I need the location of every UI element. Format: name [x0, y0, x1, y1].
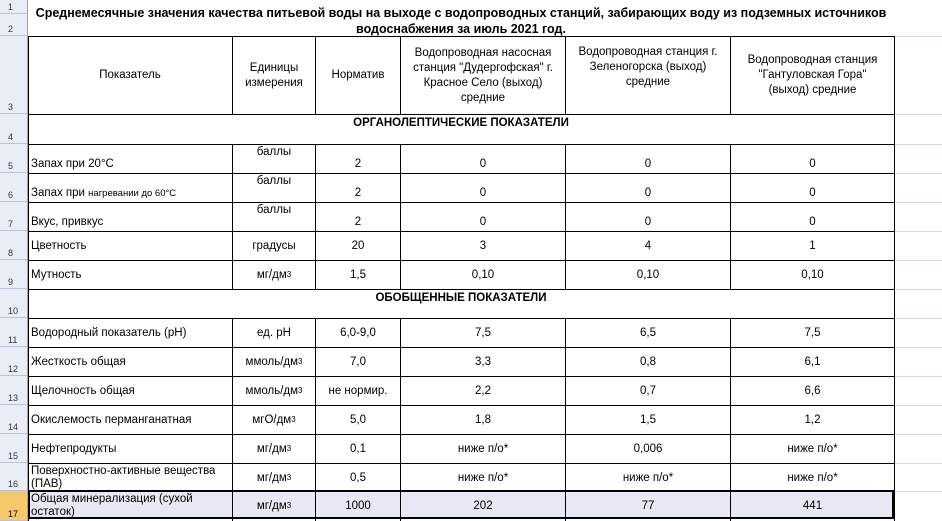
row-number[interactable]: 6	[0, 173, 27, 202]
header-station-3[interactable]: Водопроводная станция "Гантуловская Гора" (выход) средние	[747, 54, 878, 96]
row-value-st1[interactable]: 202	[473, 499, 493, 512]
row-value-st2[interactable]: 6,5	[640, 327, 656, 339]
header-norm[interactable]: Норматив	[331, 69, 385, 81]
unit-text: ммоль/дм	[245, 356, 298, 368]
row-unit[interactable]: градусы	[252, 240, 296, 252]
row-norm[interactable]: 6,0-9,0	[340, 327, 376, 339]
row-norm[interactable]: 2	[354, 158, 362, 170]
unit-text: мгО/дм	[252, 414, 292, 426]
section-organoleptic[interactable]: ОРГАНОЛЕПТИЧЕСКИЕ ПОКАЗАТЕЛИ	[353, 117, 569, 129]
row-value-st1[interactable]: 0	[479, 187, 487, 199]
row-norm[interactable]: 20	[351, 240, 365, 252]
row-value-st3[interactable]: 1,2	[804, 414, 821, 426]
row-value-st2[interactable]: 1,5	[640, 414, 656, 426]
row-value-st1[interactable]: 1,8	[475, 414, 491, 426]
row-value-st2[interactable]: 0,006	[633, 443, 663, 455]
header-units[interactable]: Единицы измерения	[245, 61, 303, 89]
row-number[interactable]: 12	[0, 347, 27, 376]
row-value-st2[interactable]: 4	[644, 240, 652, 252]
row-number[interactable]: 11	[0, 318, 27, 347]
unit-text: мг/дм	[256, 443, 287, 455]
row-value-st2[interactable]: 0	[644, 158, 652, 170]
row-indicator[interactable]: Вкус, привкус	[31, 216, 104, 228]
row-number[interactable]: 10	[0, 289, 27, 318]
row-value-st1[interactable]: ниже п/о*	[457, 471, 509, 484]
unit-text: ммоль/дм	[245, 385, 298, 397]
row-indicator[interactable]: Запах при 20°С	[31, 158, 114, 170]
row-value-st2[interactable]: 77	[641, 499, 655, 512]
header-station-1[interactable]: Водопроводная насосная станция "Дудергофская" г. Красное Село (выход) средние	[413, 46, 553, 104]
row-value-st3[interactable]: ниже п/о*	[787, 471, 838, 484]
row-unit[interactable]: баллы	[256, 175, 292, 187]
row-norm[interactable]: 0,5	[350, 471, 366, 484]
row-norm[interactable]: 2	[354, 187, 362, 199]
row-value-st1[interactable]: 0,10	[471, 269, 495, 281]
row-value-st2[interactable]: 0	[644, 216, 652, 228]
row-number[interactable]: 14	[0, 405, 27, 434]
row-number-selected[interactable]: 17	[0, 491, 27, 521]
row-indicator[interactable]: Окислемость перманганатная	[31, 414, 192, 426]
row-value-st1[interactable]: 0	[479, 216, 487, 228]
row-unit[interactable]: мг/дм 3	[256, 443, 292, 455]
row-value-st3[interactable]: ниже п/о*	[787, 443, 838, 455]
row-value-st2[interactable]: 0,10	[636, 269, 660, 281]
row-norm[interactable]: 2	[354, 216, 362, 228]
row-indicator[interactable]: Цветность	[31, 240, 87, 252]
row-number[interactable]: 9	[0, 260, 27, 289]
row-norm[interactable]: 0,1	[350, 443, 366, 455]
row-norm[interactable]: 5,0	[350, 414, 366, 426]
row-indicator[interactable]: Водородный показатель (pH)	[31, 327, 187, 339]
row-value-st3[interactable]: 0	[809, 216, 816, 228]
row-number[interactable]: 8	[0, 231, 27, 260]
row-value-st2[interactable]: 0,8	[640, 356, 656, 368]
row-unit[interactable]: мгО/дм 3	[252, 414, 296, 426]
row-norm[interactable]: 7,0	[350, 356, 366, 368]
row-number[interactable]: 5	[0, 144, 27, 173]
row-norm[interactable]: 1000	[345, 499, 371, 512]
row-number[interactable]: 15	[0, 434, 27, 463]
row-number[interactable]: 16	[0, 463, 27, 491]
row-unit[interactable]: ммоль/дм 3	[245, 356, 303, 368]
header-indicator[interactable]: Показатель	[99, 69, 161, 81]
row-unit[interactable]: мг/дм 3	[256, 269, 292, 281]
row-value-st2[interactable]: 0	[644, 187, 652, 199]
row-number[interactable]: 1	[0, 0, 27, 14]
row-number[interactable]: 7	[0, 202, 27, 231]
row-number[interactable]: 3	[0, 36, 27, 114]
row-indicator-main: Запах при	[31, 187, 85, 199]
row-value-st1[interactable]: 3,3	[475, 356, 491, 368]
row-indicator[interactable]: Общая минерализация (сухой остаток)	[31, 492, 193, 518]
row-norm[interactable]: не нормир.	[328, 385, 388, 397]
row-indicator[interactable]: Мутность	[31, 269, 82, 281]
row-indicator[interactable]: Поверхностно-активные вещества (ПАВ)	[31, 464, 216, 490]
row-value-st1[interactable]: 2,2	[475, 385, 491, 397]
row-unit[interactable]: мг/дм 3	[256, 471, 292, 484]
row-value-st1[interactable]: 0	[479, 158, 487, 170]
header-station-2[interactable]: Водопроводная станция г. Зеленогорска (выход) средние	[578, 46, 718, 88]
row-number[interactable]: 4	[0, 114, 27, 144]
row-value-st3[interactable]: 0	[809, 187, 816, 199]
row-number[interactable]: 13	[0, 376, 27, 405]
row-value-st3[interactable]: 0	[809, 158, 816, 170]
unit-text: мг/дм	[256, 269, 287, 281]
row-unit[interactable]: ммоль/дм 3	[245, 385, 303, 397]
row-value-st1[interactable]: 7,5	[475, 327, 491, 339]
row-value-st3[interactable]: 6,1	[804, 356, 821, 368]
row-number[interactable]: 2	[0, 14, 27, 36]
page-title: Среднемесячные значения качества питьевой воды на выходе с водопроводных станций, забирающих воду из подземных источников водоснабжения за июль 2021 год.	[35, 6, 887, 36]
row-unit[interactable]: баллы	[256, 204, 292, 216]
row-header-column	[0, 0, 28, 521]
row-unit[interactable]: баллы	[256, 146, 292, 158]
unit-text: мг/дм	[256, 471, 287, 484]
row-unit[interactable]: ед. pH	[257, 327, 291, 339]
row-indicator[interactable]: Щелочность общая	[31, 385, 135, 397]
row-value-st1[interactable]: 3	[479, 240, 487, 252]
section-general[interactable]: ОБОБЩЕННЫЕ ПОКАЗАТЕЛИ	[375, 292, 547, 304]
row-value-st2[interactable]: 0,7	[640, 385, 656, 397]
row-value-st3[interactable]: 441	[802, 499, 823, 512]
row-value-st3[interactable]: 1	[809, 240, 816, 252]
row-value-st3[interactable]: 6,6	[804, 385, 821, 397]
row-norm[interactable]: 1,5	[350, 269, 366, 281]
row-indicator[interactable]: Нефтепродукты	[31, 443, 117, 455]
row-value-st3[interactable]: 0,10	[801, 269, 824, 281]
unit-text: мг/дм	[256, 499, 287, 512]
row-unit[interactable]: мг/дм 3	[256, 499, 292, 512]
row-value-st1[interactable]: ниже п/о*	[457, 443, 509, 455]
row-indicator[interactable]: Жесткость общая	[31, 356, 126, 368]
row-indicator[interactable]	[28, 174, 232, 202]
row-value-st2[interactable]: ниже п/о*	[622, 471, 674, 484]
row-indicator-small: нагревании до 60°С	[88, 188, 177, 199]
row-value-st3[interactable]: 7,5	[804, 327, 821, 339]
